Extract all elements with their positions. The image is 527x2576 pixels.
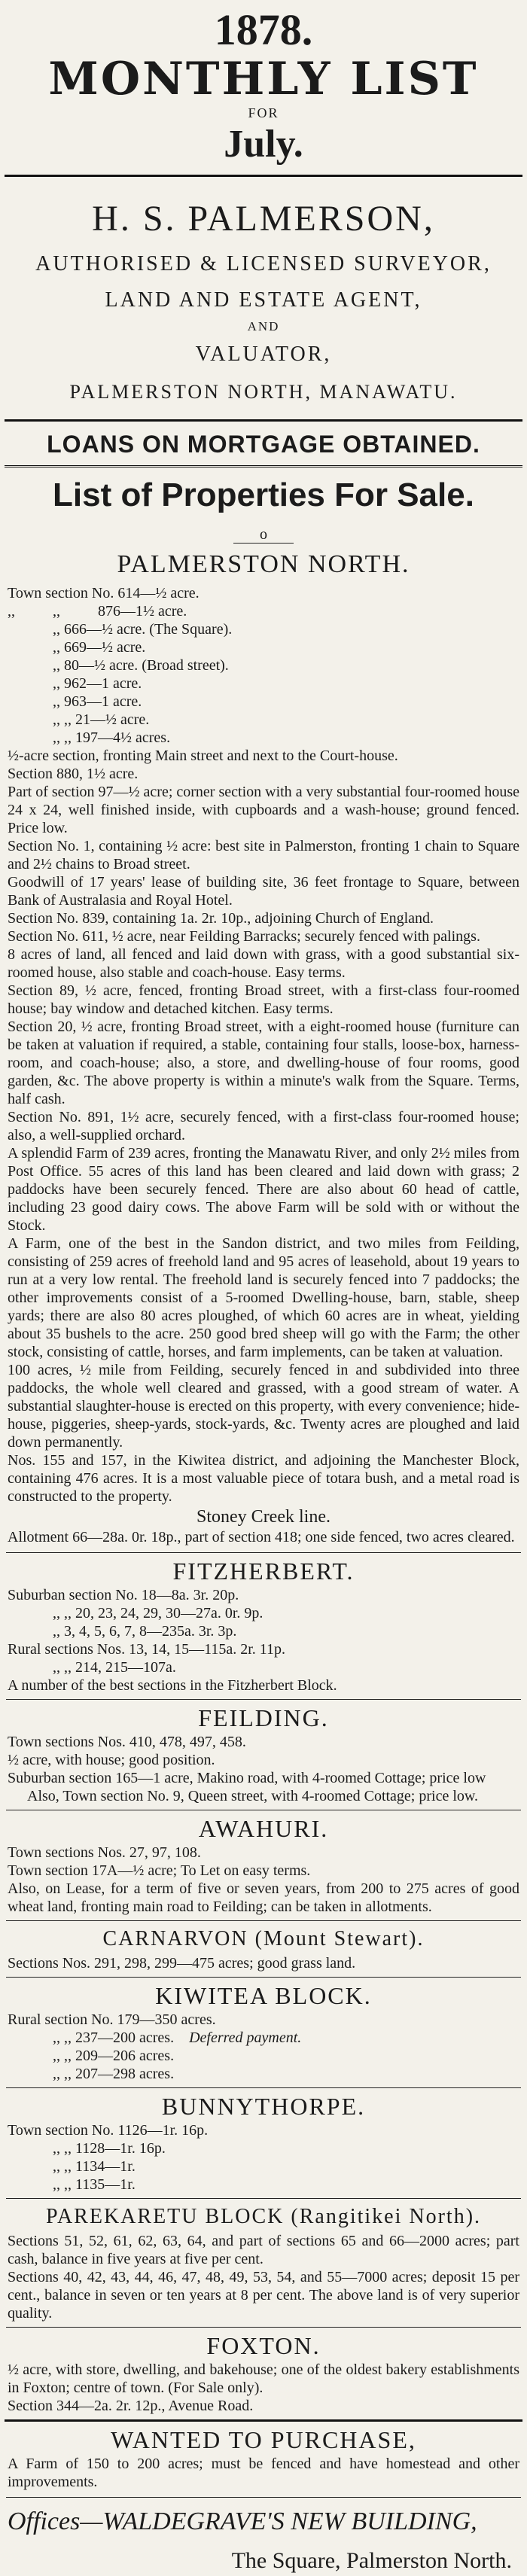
section-feilding (0, 1700, 527, 1805)
listing: Section No. 1, containing ½ acre: best site in Palmerston, fronting 1 chain to Square and 2½ chains to Broad street. (8, 838, 519, 872)
listing: Goodwill of 17 years' lease of building site, 36 feet frontage to Square, between Bank of Australasia and Royal Hotel. (8, 874, 519, 909)
ornament: o (260, 526, 267, 543)
section-parekaretu (0, 2199, 527, 2322)
listing: Sections 40, 42, 43, 44, 46, 47, 48, 49, 53, 54, and 55—7000 acres; deposit 15 per cent., balance in seven or ten years at 8 per cent. The above land is of very superior quality. (8, 2269, 519, 2322)
listing: ,, ,, 20, 23, 24, 29, 30—27a. 0r. 9p. (53, 1605, 264, 1621)
agent-land: LAND AND ESTATE AGENT, (105, 288, 422, 312)
year: 1878. (214, 5, 313, 54)
listing: ,, ,, 21—½ acre. (53, 711, 150, 728)
heading-stoney-creek: Stoney Creek line. (196, 1507, 331, 1527)
listing: ,, ,, 214, 215—107a. (53, 1659, 176, 1676)
heading-palmerston: PALMERSTON NORTH. (117, 550, 410, 578)
listing: ,, ,, 237—200 acres. Deferred payment. (53, 2029, 302, 2046)
heading-wanted: WANTED TO PURCHASE, (111, 2426, 416, 2453)
listing: ,, 962—1 acre. (53, 675, 142, 692)
listing: 100 acres, ½ mile from Feilding, securely fenced in and subdivided into three paddocks, the whole well cleared and grassed, with a good stream of water. A substantial slaughter-house is erected on this property, with every convenience; hide-house, piggeries, sheep-yards, stock-yards, &c. Twenty acres are ploughed and laid down permanently. (8, 1362, 519, 1451)
agent-and: AND (247, 319, 280, 333)
heading-carnarvon: CARNARVON (Mount Stewart). (102, 1927, 425, 1950)
month: July. (224, 123, 303, 166)
masthead (0, 0, 527, 167)
listing: Sections Nos. 291, 298, 299—475 acres; good grass land. (8, 1955, 356, 1972)
loans-heading: LOANS ON MORTGAGE OBTAINED. (47, 431, 480, 458)
heading-parekaretu: PAREKARETU BLOCK (Rangitikei North). (45, 2205, 482, 2228)
listing: Suburban section 165—1 acre, Makino road, with 4-roomed Cottage; price low (8, 1770, 486, 1786)
for-label: FOR (248, 105, 279, 120)
section-awahuri (0, 1810, 527, 1916)
listing: Town section No. 1126—1r. 16p. (8, 2122, 209, 2139)
deferred-payment-note: Deferred payment. (189, 2029, 302, 2046)
listing: ½-acre section, fronting Main street and next to the Court-house. (8, 748, 398, 764)
listing: ,, 669—½ acre. (53, 639, 146, 656)
listing: ,, 963—1 acre. (53, 693, 142, 710)
heading-fitzherbert: FITZHERBERT. (172, 1557, 355, 1585)
section-bunnythorpe (0, 2088, 527, 2194)
listing: Suburban section No. 18—8a. 3r. 20p. (8, 1587, 239, 1603)
agent-location: PALMERSTON NORTH, MANAWATU. (69, 381, 458, 403)
listing: Town sections Nos. 410, 478, 497, 458. (8, 1734, 246, 1750)
listing: Town section No. 614—½ acre. (8, 585, 200, 601)
agent-name: H. S. PALMERSON, (92, 199, 435, 239)
listing: Nos. 155 and 157, in the Kiwitea district, and adjoining the Manchester Block, containing 476 acres. It is a most valuable piece of totara bush, and a metal road is constructed to the property. (8, 1452, 519, 1505)
listing: ,, ,, 1135—1r. (53, 2176, 136, 2193)
agent-block (0, 196, 527, 406)
listing: ,, ,, 207—298 acres. (53, 2066, 175, 2082)
heading-awahuri: AWAHURI. (198, 1815, 329, 1842)
listing: Section 880, 1½ acre. (8, 766, 139, 782)
heading-bunnythorpe: BUNNYTHORPE. (161, 2093, 366, 2120)
section-wanted (0, 2422, 527, 2491)
offices-line: Offices—WALDEGRAVE'S NEW BUILDING, (8, 2507, 477, 2535)
agent-title: AUTHORISED & LICENSED SURVEYOR, (35, 252, 492, 276)
listing: Section No. 611, ½ acre, near Feilding Barracks; securely fenced with palings. (8, 928, 480, 945)
listing: ,, ,, 209—206 acres. (53, 2048, 175, 2064)
listing: Also, on Lease, for a term of five or seven years, from 200 to 275 acres of good wheat land, fronting main road to Feilding; can be taken in allotments. (8, 1880, 519, 1915)
heading-feilding: FEILDING. (198, 1704, 329, 1731)
title: MONTHLY LIST (48, 53, 479, 105)
section-carnarvon (0, 1921, 527, 1972)
section-foxton (0, 2328, 527, 2415)
listing: Town section 17A—½ acre; To Let on easy terms. (8, 1862, 311, 1879)
listing: Section No. 839, containing 1a. 2r. 10p., adjoining Church of England. (8, 910, 434, 927)
listing: Town sections Nos. 27, 97, 108. (8, 1844, 201, 1861)
listing: ,, 666—½ acre. (The Square). (53, 621, 233, 638)
section-palmerston (0, 548, 527, 1546)
address-line: The Square, Palmerston North. (231, 2548, 512, 2573)
listing: Section 89, ½ acre, fenced, fronting Broad street, with a first-class four-roomed house; bay window and detached kitchen. Easy terms. (8, 982, 519, 1017)
listing: Section 20, ½ acre, fronting Broad street, with a eight-roomed house (furniture can be taken at valuation if required, a stable, containing four stalls, loose-box, harness-room, and coach-house; also, a store, and dwelling-house of four rooms, good garden, &c. The above property is within a minute's walk from the Square. Terms, half cash. (8, 1019, 519, 1107)
listing: ,, 3, 4, 5, 6, 7, 8—235a. 3r. 3p. (53, 1623, 237, 1640)
listing: ,, ,, 197—4½ acres. (53, 729, 171, 746)
listing: ½ acre, with store, dwelling, and bakehouse; one of the oldest bakery establishments in Foxton; centre of town. (For Sale only). (8, 2361, 519, 2396)
listing: Rural sections Nos. 13, 14, 15—115a. 2r. 11p. (8, 1641, 286, 1658)
listing: 8 acres of land, all fenced and laid down with grass, with a good substantial six-roomed house, also stable and coach-house. Easy terms. (8, 946, 519, 981)
listing: Section No. 891, 1½ acre, securely fenced, with a first-class four-roomed house; also, a well-supplied orchard. (8, 1109, 519, 1143)
listing: Also, Town section No. 9, Queen street, with 4-roomed Cottage; price low. (27, 1788, 479, 1804)
listing: ,, 80—½ acre. (Broad street). (53, 657, 229, 674)
heading-foxton: FOXTON. (206, 2332, 321, 2359)
listing: ½ acre, with house; good position. (8, 1752, 215, 1768)
heading-kiwitea: KIWITEA BLOCK. (155, 1982, 372, 2009)
listing: Section 344—2a. 2r. 12p., Avenue Road. (8, 2398, 254, 2414)
listing: ,, ,, 1128—1r. 16p. (53, 2140, 166, 2157)
footer (0, 2505, 527, 2576)
listing: Sections 51, 52, 61, 62, 63, 64, and part of sections 65 and 66—2000 acres; part cash, balance in five years at five per cent. (8, 2233, 519, 2267)
listing: ,, ,, 876—1½ acre. (8, 603, 187, 620)
listing: A Farm, one of the best in the Sandon district, and two miles from Feilding, consisting of 259 acres of freehold land and 95 acres of leasehold, about 19 years to run at a very low rental. The freehold land is securely fenced into 7 paddocks; the other improvements consist of a 5-roomed Dwelling-house, barn, stable, sheep yards; there are also 80 acres ploughed, of which 60 acres are in wheat, yielding about 35 bushels to the acre. 250 good bred sheep will go with the Farm; the other stock, consisting of cattle, horses, and farm implements, can be taken at valuation. (8, 1235, 519, 1360)
section-fitzherbert (0, 1553, 527, 1694)
listing: Part of section 97—½ acre; corner section with a very substantial four-roomed house 24 x 24, well finished inside, with cupboards and a wash-house; ground fenced. Price low. (8, 784, 519, 836)
listing: A Farm of 150 to 200 acres; must be fenced and have homestead and other improvements. (8, 2456, 519, 2490)
agent-valuator: VALUATOR, (195, 343, 332, 366)
listing: ,, ,, 1134—1r. (53, 2158, 136, 2175)
listing: A number of the best sections in the Fitzherbert Block. (8, 1677, 337, 1694)
listing: Rural section No. 179—350 acres. (8, 2011, 216, 2028)
listing: A splendid Farm of 239 acres, fronting the Manawatu River, and only 2½ miles from Post Office. 55 acres of this land has been cleared and laid down with grass; 2 paddocks have been securely fenced. There are also about 60 head of cattle, including 23 good dairy cows. The above Farm will be sold with or without the Stock. (8, 1145, 519, 1234)
section-kiwitea (0, 1978, 527, 2083)
listing: Allotment 66—28a. 0r. 18p., part of section 418; one side fenced, two acres cleared. (8, 1529, 515, 1545)
list-title: List of Properties For Sale. (53, 477, 474, 513)
